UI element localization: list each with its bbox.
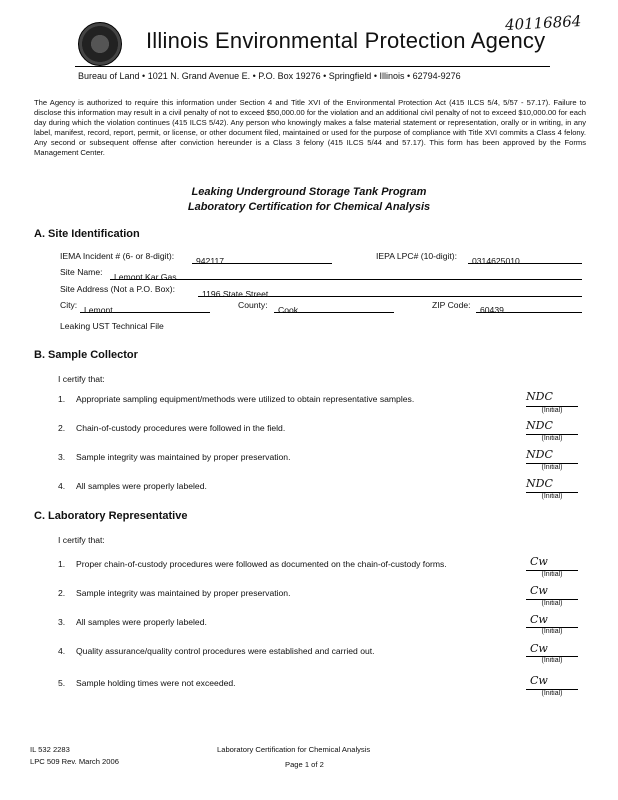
- technical-file-label: Leaking UST Technical File: [60, 321, 164, 331]
- form-id-1: IL 532 2283: [30, 745, 70, 754]
- c-item-4-initial-signature: Cw: [530, 642, 548, 655]
- c-item-1-text: Proper chain-of-custody procedures were followed as documented on the chain-of-custody forms.: [76, 559, 447, 569]
- c-item-3-num: 3.: [58, 617, 66, 627]
- agency-name: Illinois Environmental Protection Agency: [146, 28, 546, 53]
- c-item-5-num: 5.: [58, 678, 66, 688]
- b-item-4-initial-label: (Initial): [541, 493, 563, 500]
- b-item-3-initial-signature: NDC: [526, 448, 553, 461]
- zip-label: ZIP Code:: [432, 300, 471, 310]
- section-b-certify: I certify that:: [58, 374, 105, 384]
- footer-title: Laboratory Certification for Chemical Analysis: [217, 745, 371, 754]
- legal-notice: The Agency is authorized to require this information under Section 4 and Title XVI of the Environmental Protection Act (415 ILCS 5/4, 5/57 - 57.17). Failure to disclose this information may result in a civil penalty of not to exceed $50,000.00 for the violation and an additional civil penalty of not to exceed $10,000.00 for each day during which the violation continues (415 ILCS 5/42). Any person who knowingly makes a false material statement or representation, orally or in writing, in any label, manifest, record, report, permit, or license, or other document filed, maintained or used for the purpose of compliance with Title XVI commits a Class 4 felony. Any second or subsequent offense after conviction hereunder is a Class 3 felony (415 ILCS 5/44 and 57.17). This form has been approved by the Forms Management Center.: [34, 98, 586, 157]
- county-label: County:: [238, 300, 268, 310]
- c-item-3-initial-label: (Initial): [541, 628, 563, 635]
- site-address-value: 1196 State Street: [202, 289, 269, 299]
- site-address-label: Site Address (Not a P.O. Box):: [60, 284, 175, 294]
- site-name-label: Site Name:: [60, 267, 103, 277]
- c-item-5-initial-signature: Cw: [530, 674, 548, 687]
- c-item-2-initial-signature: Cw: [530, 584, 548, 597]
- city-label: City:: [60, 300, 78, 310]
- county-value: Cook: [278, 305, 299, 315]
- c-item-3-text: All samples were properly labeled.: [76, 617, 207, 627]
- form-id-2: LPC 509 Rev. March 2006: [30, 757, 119, 766]
- agency-address: Bureau of Land • 1021 N. Grand Avenue E. • P.O. Box 19276 • Springfield • Illinois • 62794-9276: [78, 71, 461, 81]
- b-item-1-text: Appropriate sampling equipment/methods were utilized to obtain representative samples.: [76, 394, 415, 404]
- b-item-1-initial-label: (Initial): [541, 407, 563, 414]
- county-field[interactable]: [274, 300, 394, 313]
- section-b-heading: B. Sample Collector: [34, 349, 138, 361]
- c-item-1-num: 1.: [58, 559, 66, 569]
- b-item-4-text: All samples were properly labeled.: [76, 481, 207, 491]
- b-item-2-text: Chain-of-custody procedures were followed in the field.: [76, 423, 286, 433]
- b-item-1-num: 1.: [58, 394, 66, 404]
- b-item-2-initial-label: (Initial): [541, 435, 563, 442]
- c-item-5-initial-label: (Initial): [541, 690, 563, 697]
- b-item-1-initial-signature: NDC: [526, 390, 553, 403]
- c-item-2-initial-label: (Initial): [541, 600, 563, 607]
- city-value: Lemont: [84, 305, 113, 315]
- iepa-lpc-label: IEPA LPC# (10-digit):: [376, 251, 458, 261]
- b-item-2-initial-signature: NDC: [526, 419, 553, 432]
- agency-seal-logo: [78, 22, 122, 66]
- form-title-line1: Leaking Underground Storage Tank Program: [191, 186, 427, 198]
- handwritten-document-number: 40116864: [504, 12, 582, 34]
- site-name-field[interactable]: [110, 267, 582, 280]
- c-item-4-num: 4.: [58, 646, 66, 656]
- c-item-2-num: 2.: [58, 588, 66, 598]
- iema-incident-field[interactable]: [192, 251, 332, 264]
- zip-value: 60439: [480, 305, 504, 315]
- b-item-4-initial-signature: NDC: [526, 477, 553, 490]
- section-c-certify: I certify that:: [58, 535, 105, 545]
- iepa-lpc-field[interactable]: [468, 251, 582, 264]
- section-a-heading: A. Site Identification: [34, 228, 140, 240]
- page-number: Page 1 of 2: [285, 760, 324, 769]
- c-item-1-initial-signature: Cw: [530, 555, 548, 568]
- c-item-4-initial-label: (Initial): [541, 657, 563, 664]
- b-item-3-initial-label: (Initial): [541, 464, 563, 471]
- form-title-line2: Laboratory Certification for Chemical Analysis: [187, 201, 431, 213]
- zip-field[interactable]: [476, 300, 582, 313]
- section-c-heading: C. Laboratory Representative: [34, 510, 188, 522]
- c-item-1-initial-label: (Initial): [541, 571, 563, 578]
- b-item-4-num: 4.: [58, 481, 66, 491]
- b-item-2-num: 2.: [58, 423, 66, 433]
- b-item-3-text: Sample integrity was maintained by proper preservation.: [76, 452, 291, 462]
- iema-incident-value: 942117: [196, 256, 225, 266]
- c-item-4-text: Quality assurance/quality control procedures were established and carried out.: [76, 646, 375, 656]
- city-field[interactable]: [80, 300, 210, 313]
- c-item-3-initial-signature: Cw: [530, 613, 548, 626]
- c-item-5-text: Sample holding times were not exceeded.: [76, 678, 236, 688]
- header-rule: [75, 66, 550, 67]
- b-item-3-num: 3.: [58, 452, 66, 462]
- site-name-value: Lemont Kar Gas: [114, 272, 177, 282]
- iema-incident-label: IEMA Incident # (6- or 8-digit):: [60, 251, 175, 261]
- c-item-2-text: Sample integrity was maintained by proper preservation.: [76, 588, 291, 598]
- site-address-field[interactable]: [198, 284, 582, 297]
- iepa-lpc-value: 0314625010: [472, 256, 520, 266]
